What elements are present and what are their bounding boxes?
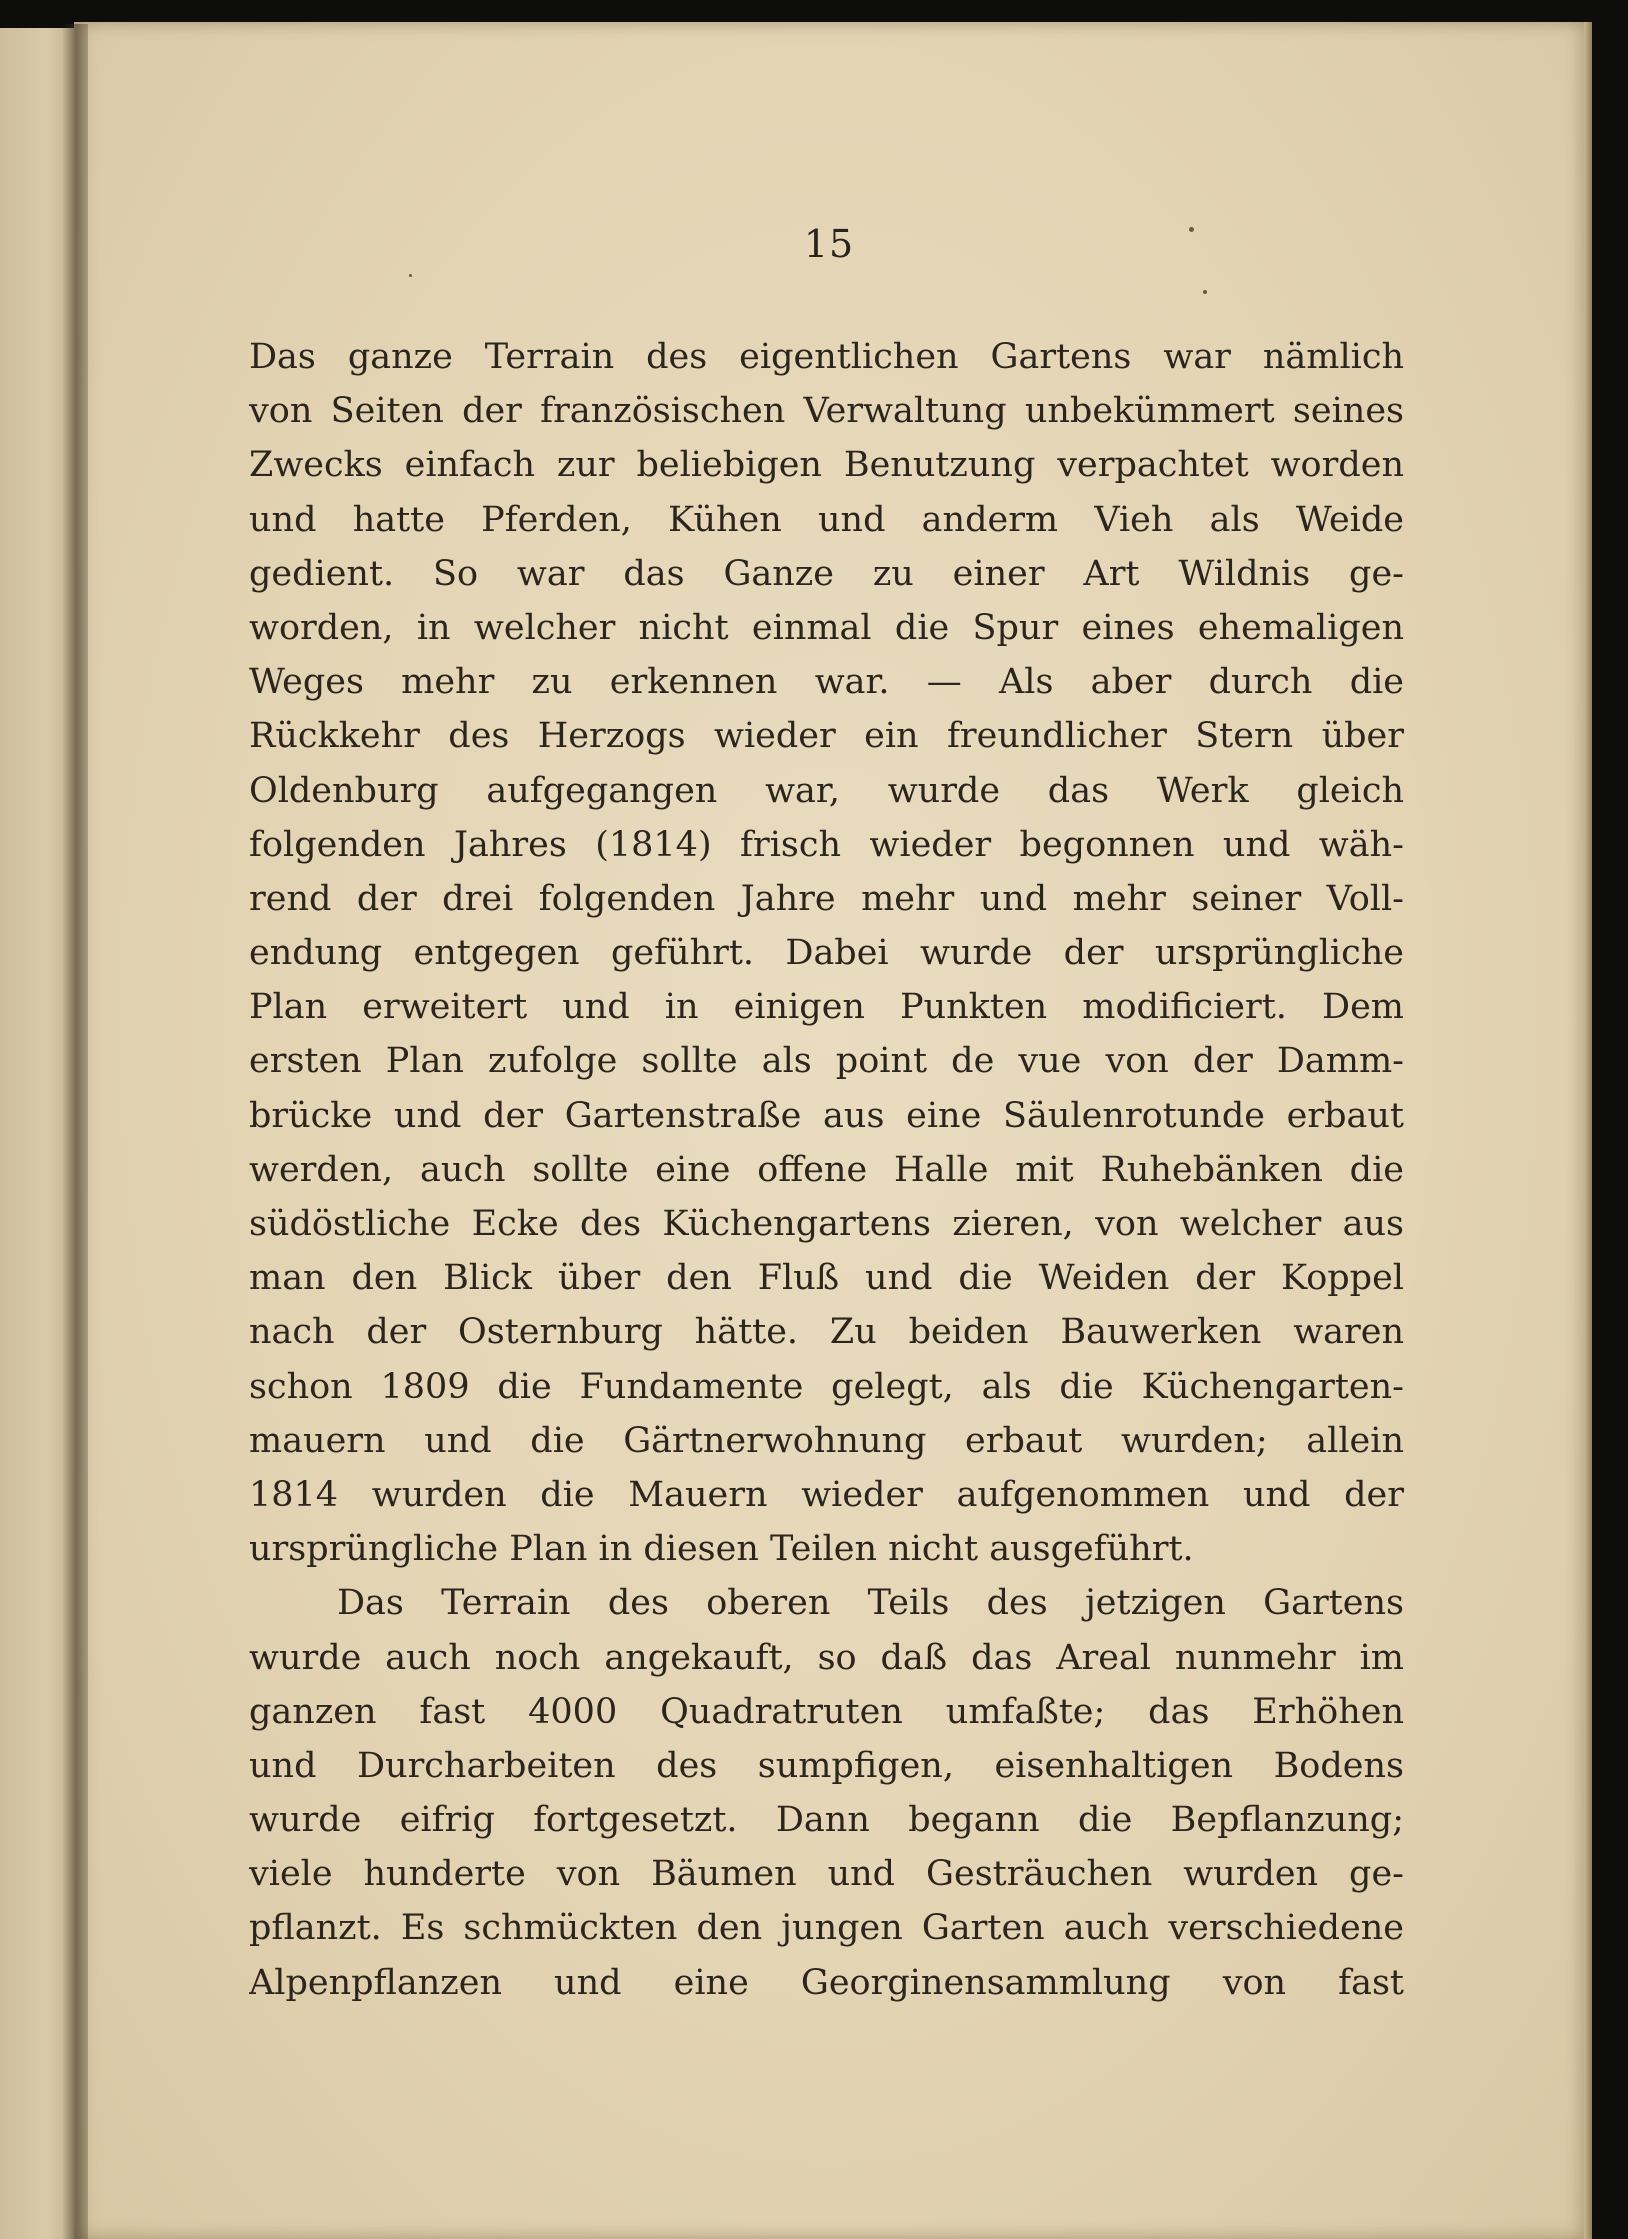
text-line: Das ganze Terrain des eigentlichen Gartens war nämlich [249,337,1404,377]
body-text [249,330,1404,2010]
text-line: und Durcharbeiten des sumpfigen, eisenhaltigen Bodens [249,1745,1404,1786]
text-line: südöstliche Ecke des Küchengartens zieren, von welcher aus [249,1204,1404,1244]
text-line: schon 1809 die Fundamente gelegt, als die Küchengarten- [249,1366,1404,1407]
text-line: von Seiten der französischen Verwaltung unbekümmert seines [249,391,1404,432]
text-line: folgenden Jahres (1814) frisch wieder begonnen und wäh- [249,824,1404,865]
paper-speck [409,274,412,277]
text-line: ganzen fast 4000 Quadratruten umfaßte; das Erhöhen [249,1691,1404,1732]
text-line: Das Terrain des oberen Teils des jetzigen Gartens [337,1583,1404,1624]
text-line: und hatte Pferden, Kühen und anderm Vieh als Weide [249,499,1404,540]
text-line: pflanzt. Es schmückten den jungen Garten auch verschiedene [249,1908,1404,1949]
page-edge [1584,22,1592,2239]
text-line: Oldenburg aufgegangen war, wurde das Werk gleich [249,770,1404,811]
text-line: Zwecks einfach zur beliebigen Benutzung verpachtet worden [249,445,1404,486]
text-line: gedient. So war das Ganze zu einer Art Wildnis ge- [249,553,1404,594]
text-line: worden, in welcher nicht einmal die Spur eines ehemaligen [249,607,1404,648]
text-line: ursprüngliche Plan in diesen Teilen nicht ausgeführt. [249,1529,1194,1570]
text-line: 1814 wurden die Mauern wieder aufgenommen und der [249,1474,1404,1515]
text-line: Plan erweitert und in einigen Punkten modificiert. Dem [249,987,1404,1028]
text-line: brücke und der Gartenstraße aus eine Säulenrotunde erbaut [249,1095,1404,1136]
book-gutter [62,24,88,2239]
text-line: viele hunderte von Bäumen und Gesträuchen wurden ge- [249,1854,1404,1895]
paragraph-1 [249,330,1404,1576]
text-line: nach der Osternburg hätte. Zu beiden Bauwerken waren [249,1312,1404,1353]
paper-speck [1203,290,1207,294]
text-line: man den Blick über den Fluß und die Weiden der Koppel [249,1258,1404,1299]
text-line: werden, auch sollte eine offene Halle mit Ruhebänken die [249,1149,1404,1190]
text-line: Rückkehr des Herzogs wieder ein freundlicher Stern über [249,716,1404,757]
text-line: rend der drei folgenden Jahre mehr und mehr seiner Voll- [249,878,1404,919]
paragraph-2 [249,1576,1404,2010]
paper-speck [1189,227,1194,232]
text-line: wurde eifrig fortgesetzt. Dann begann die Bepflanzung; [249,1800,1404,1841]
text-line: ersten Plan zufolge sollte als point de vue von der Damm- [249,1041,1404,1082]
book-page [74,22,1584,2239]
text-line: Alpenpflanzen und eine Georginensammlung von fast [249,1962,1404,2003]
text-line: endung entgegen geführt. Dabei wurde der ursprüngliche [249,933,1404,974]
text-line: mauern und die Gärtnerwohnung erbaut wurden; allein [249,1420,1404,1461]
text-line: wurde auch noch angekauft, so daß das Areal nunmehr im [249,1637,1404,1678]
page-number: 15 [803,222,855,266]
text-line: Weges mehr zu erkennen war. — Als aber durch die [249,662,1404,703]
